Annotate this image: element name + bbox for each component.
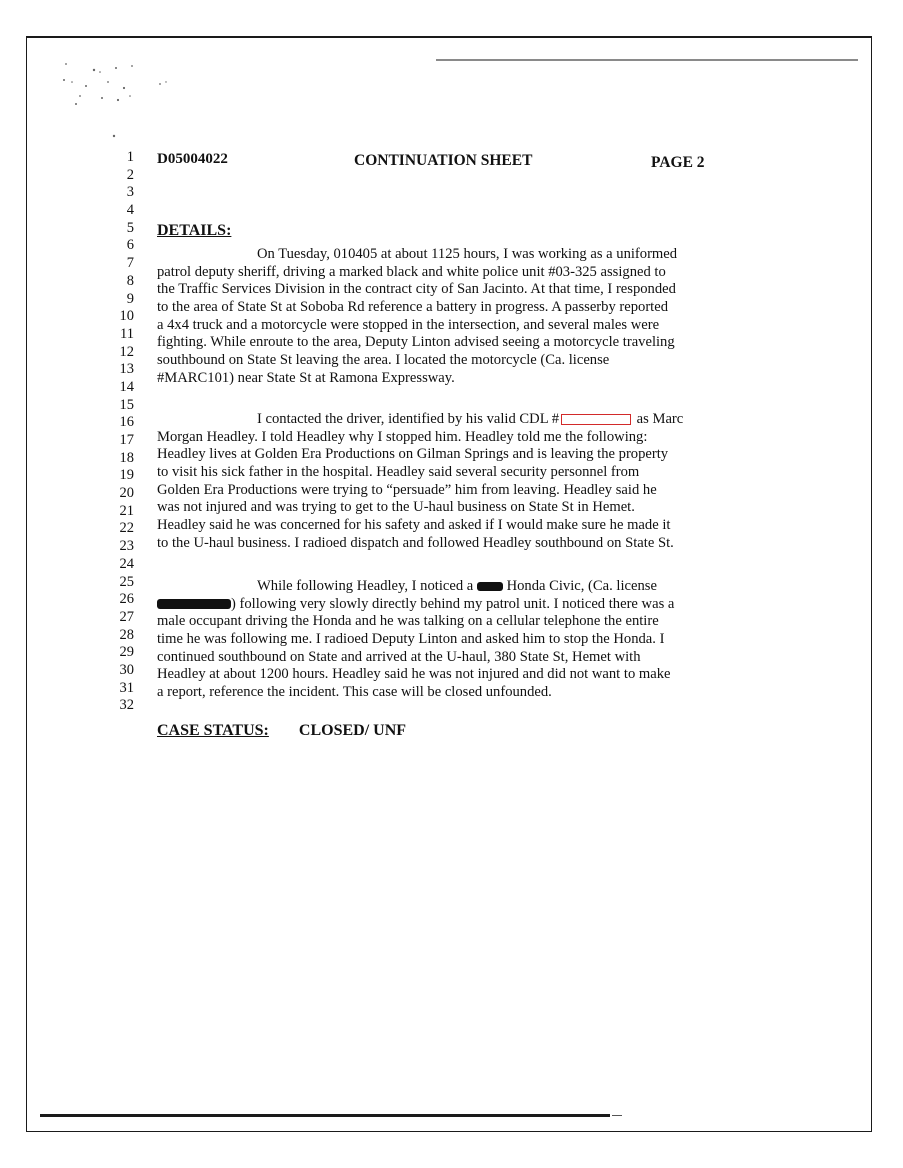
text-line: Headley said he was concerned for his safety and asked if I would make sure he made it — [157, 517, 671, 534]
line-number-column — [100, 149, 140, 715]
text-line: to the area of State St at Soboba Rd reference a battery in progress. A passerby reported — [157, 299, 669, 316]
text-line: patrol deputy sheriff, driving a marked black and white police unit #03-325 assigned to — [157, 263, 666, 280]
header-row — [157, 151, 717, 173]
case-status-row — [157, 722, 406, 740]
text-line: #MARC101) near State St at Ramona Expressway. — [157, 369, 455, 386]
line-number: 17 — [119, 432, 134, 448]
line-number: 24 — [119, 555, 134, 572]
paragraph-3 — [157, 578, 674, 702]
text-line: a report, reference the incident. This case will be closed unfounded. — [157, 684, 552, 701]
text-line: Headley at about 1200 hours. Headley said he was not injured and did not want to make — [157, 666, 671, 683]
text-line: time he was following me. I radioed Deputy Linton and asked him to stop the Honda. I — [157, 631, 665, 648]
line-number: 21 — [119, 502, 134, 519]
line-number: 27 — [119, 608, 134, 625]
line-number: 15 — [119, 396, 134, 413]
page-number: PAGE 2 — [651, 154, 705, 171]
text-segment: as Marc — [633, 411, 684, 427]
text-segment: While following Headley, I noticed a — [257, 578, 477, 594]
line-number: 9 — [126, 290, 134, 307]
line-number: 3 — [126, 184, 134, 201]
redacted-cdl-number — [561, 414, 631, 425]
scan-speckle-mark — [56, 58, 176, 138]
redacted-license-plate — [157, 599, 231, 609]
text-line: a 4x4 truck and a motorcycle were stopped in the intersection, and several males were — [157, 316, 660, 333]
line-number: 26 — [119, 591, 134, 608]
line-number: 6 — [126, 237, 134, 254]
line-number: 7 — [126, 255, 134, 272]
case-status-label: CASE STATUS: — [157, 722, 269, 739]
text-line — [157, 411, 683, 429]
text-line — [157, 596, 674, 614]
line-number: 30 — [119, 661, 134, 678]
line-number: 2 — [126, 166, 134, 183]
text-line: Headley lives at Golden Era Productions on Gilman Springs and is leaving the property — [157, 446, 669, 463]
line-number: 4 — [126, 202, 134, 219]
line-number: 23 — [119, 538, 134, 555]
text-segment: I contacted the driver, identified by his valid CDL # — [257, 411, 560, 427]
line-number: 29 — [119, 644, 134, 661]
line-number: 11 — [120, 325, 134, 342]
text-line: was not injured and was trying to get to the U-haul business on State St in Hemet. — [157, 499, 635, 516]
text-line: fighting. While enroute to the area, Deputy Linton advised seeing a motorcycle traveling — [157, 334, 675, 351]
text-line: male occupant driving the Honda and he was talking on a cellular telephone the entire — [157, 613, 659, 630]
line-number: 28 — [119, 626, 134, 643]
text-segment: Honda Civic, (Ca. license — [502, 578, 657, 594]
bottom-rule — [40, 1114, 610, 1117]
paragraph-1 — [157, 246, 677, 388]
sheet-title: CONTINUATION SHEET — [354, 152, 533, 169]
text-line: Golden Era Productions were trying to “persuade” him from leaving. Headley said he — [157, 481, 657, 498]
line-number: 16 — [119, 414, 134, 431]
line-number: 32 — [119, 697, 134, 714]
line-number: 10 — [119, 308, 134, 325]
line-number: 25 — [119, 573, 134, 590]
text-line: Morgan Headley. I told Headley why I stopped him. Headley told me the following: — [157, 428, 648, 445]
line-number: 5 — [126, 219, 134, 236]
top-rule — [436, 59, 858, 61]
text-line: to visit his sick father in the hospital. Headley said several security personnel from — [157, 464, 640, 481]
line-number: 14 — [119, 378, 134, 395]
paragraph-2 — [157, 411, 683, 553]
line-number: 12 — [119, 343, 134, 360]
line-number: 13 — [119, 361, 134, 378]
bottom-rule-tail — [612, 1115, 622, 1116]
redacted-vehicle-color — [477, 582, 503, 591]
text-line: the Traffic Services Division in the contract city of San Jacinto. At that time, I responded — [157, 281, 676, 298]
case-status-value: CLOSED/ UNF — [298, 722, 407, 739]
text-line: to the U-haul business. I radioed dispatch and followed Headley southbound on State St. — [157, 534, 674, 551]
text-segment: ) following very slowly directly behind my patrol unit. I noticed there was a — [231, 595, 675, 612]
line-number: 19 — [119, 467, 134, 484]
details-heading: DETAILS: — [157, 222, 232, 239]
line-number: 8 — [126, 272, 134, 289]
case-number: D05004022 — [157, 151, 228, 167]
line-number: 18 — [119, 449, 134, 466]
text-line: continued southbound on State and arrived at the U-haul, 380 State St, Hemet with — [157, 648, 641, 665]
line-number: 31 — [119, 679, 134, 696]
text-line — [157, 578, 674, 596]
text-line: On Tuesday, 010405 at about 1125 hours, I was working as a uniformed — [257, 246, 678, 262]
line-number: 20 — [119, 485, 134, 502]
line-number: 1 — [126, 149, 134, 165]
line-number: 22 — [119, 520, 134, 537]
text-line: southbound on State St leaving the area. I located the motorcycle (Ca. license — [157, 352, 610, 369]
